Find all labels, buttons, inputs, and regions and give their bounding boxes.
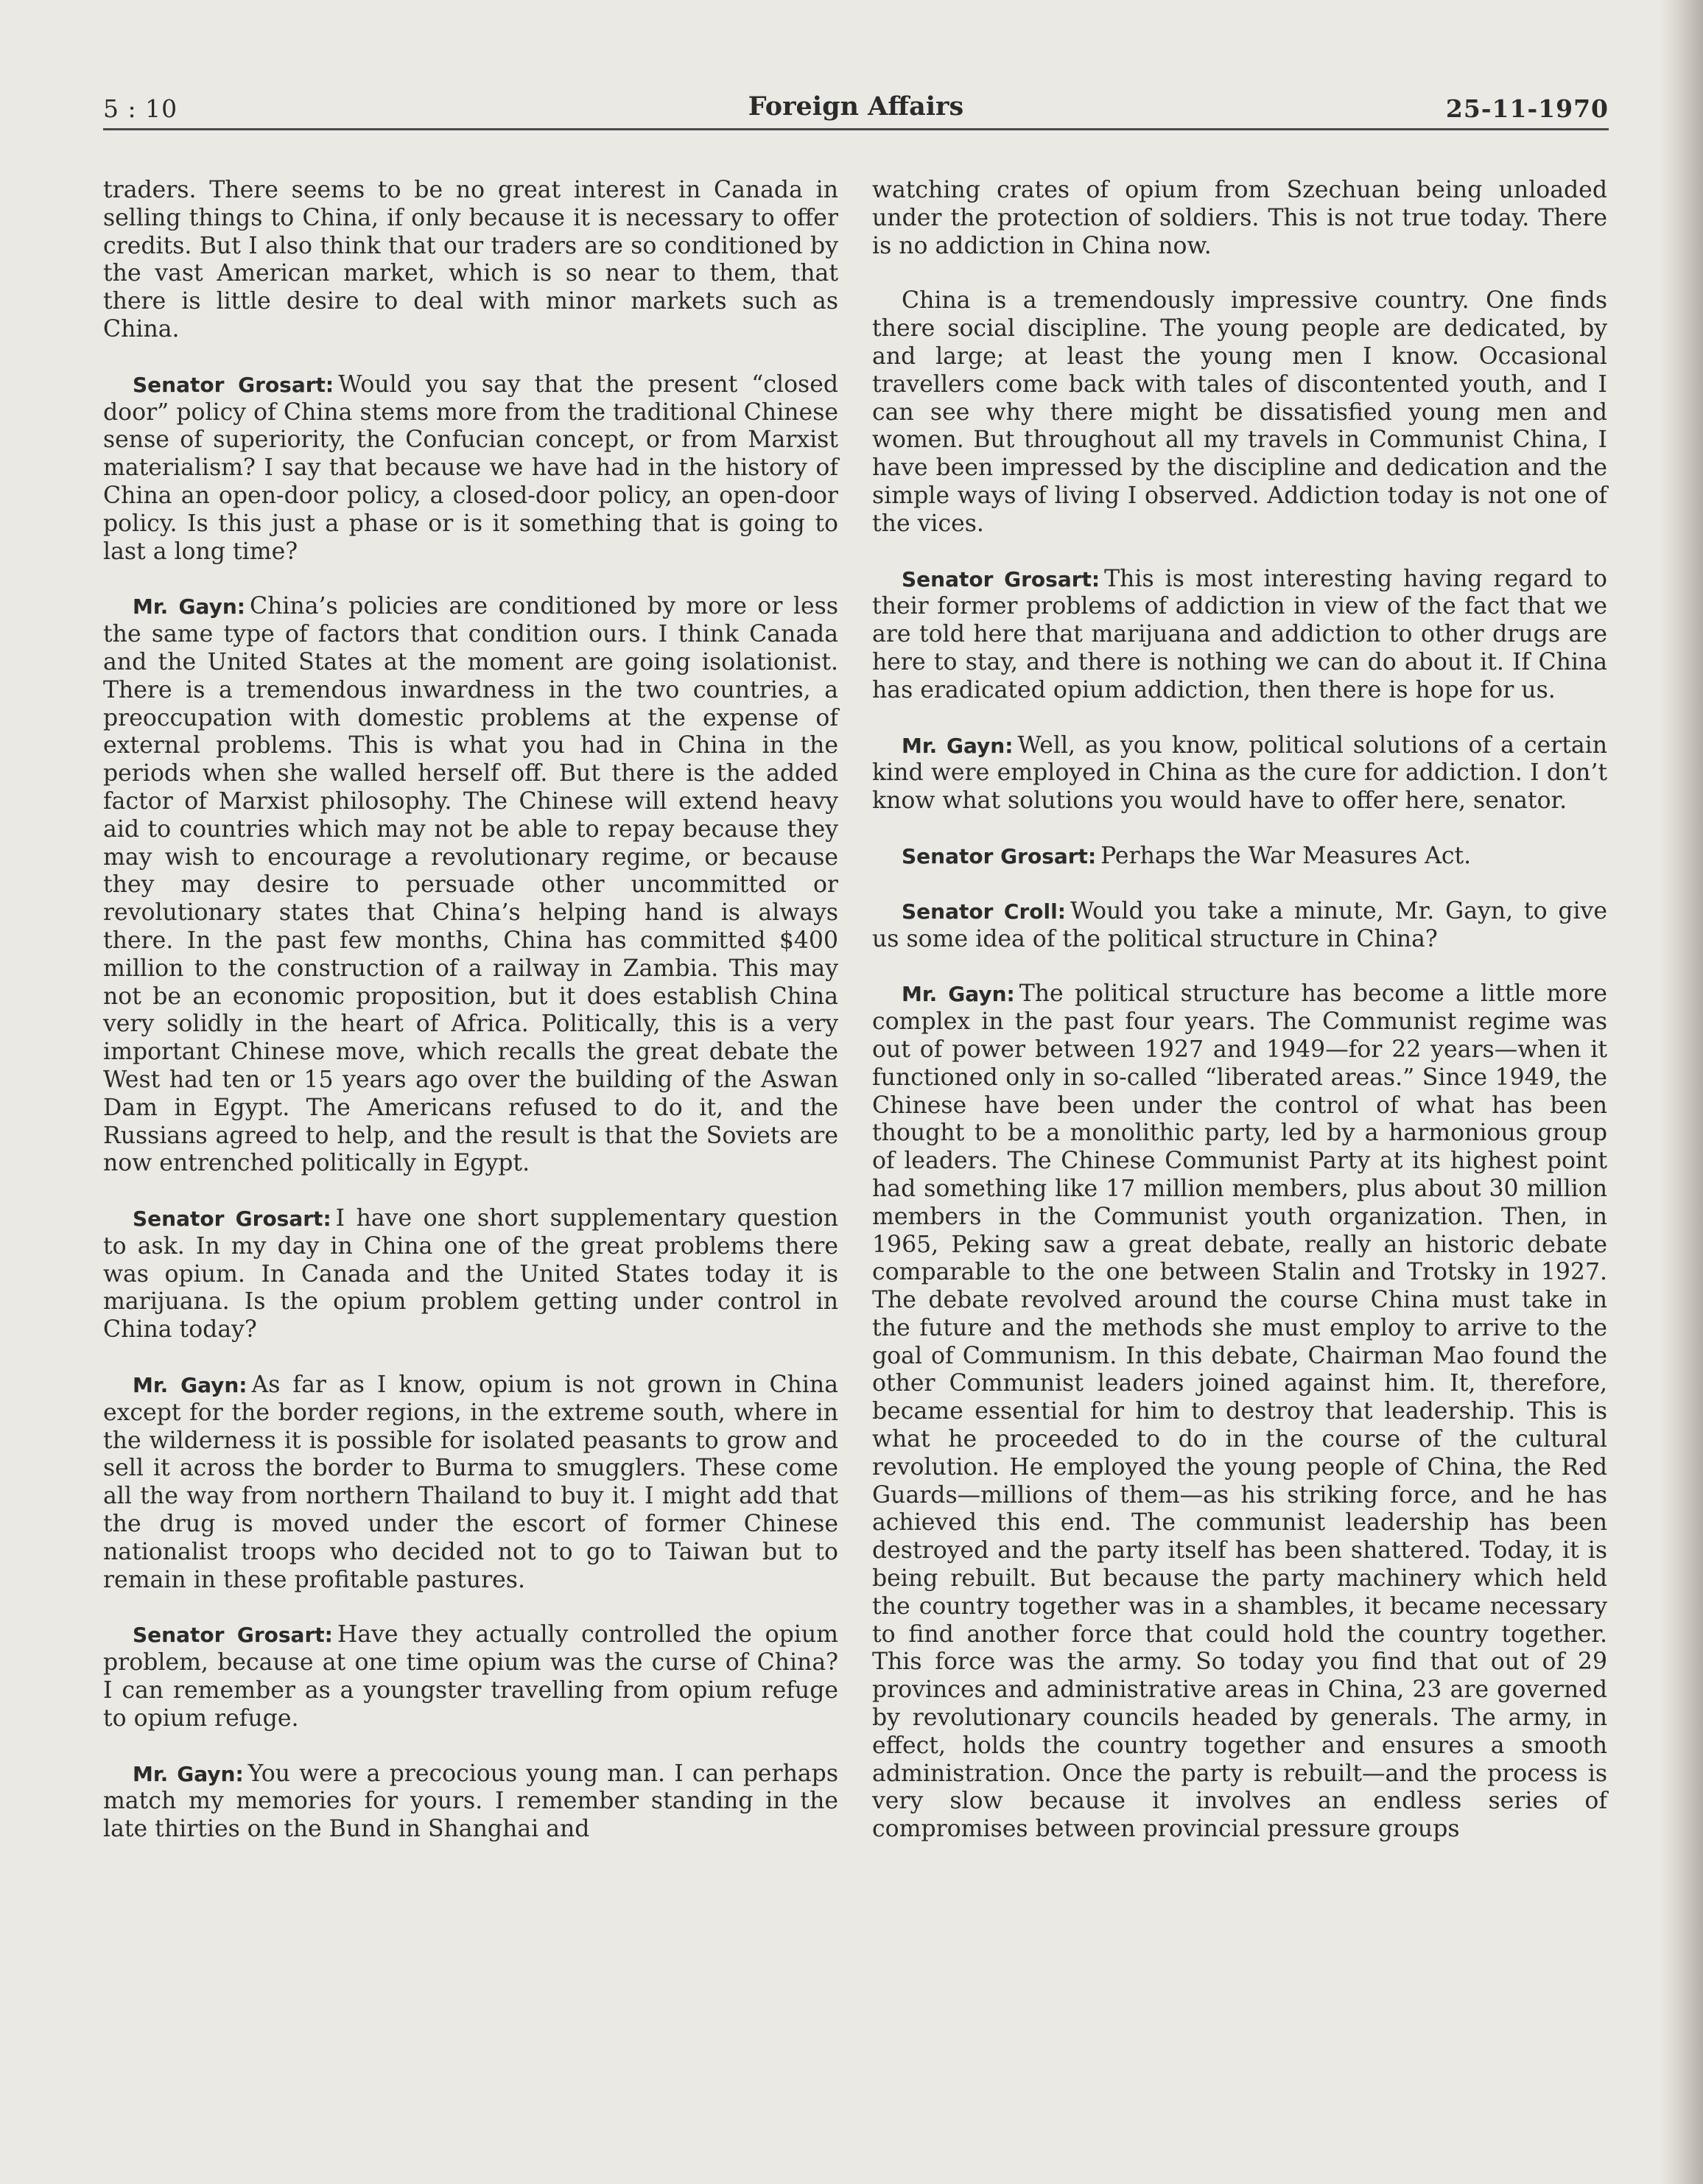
page-reference: 5 : 10 [103,94,178,123]
paragraph: Mr. Gayn: Well, as you know, political solutions of a certain kind were employed in China as the cure for addiction. I don’t know what solutions you would have to offer here, senator. [872,731,1607,815]
speaker-name: Senator Croll: [902,899,1066,924]
right-column [872,177,1607,1871]
speaker-name: Senator Grosart: [133,372,334,397]
paragraph: Senator Grosart: Perhaps the War Measures Act. [902,842,1472,869]
paragraph: Mr. Gayn: China’s policies are conditioned by more or less the same type of factors that condition ours. I think Canada and the United States at the moment are going isolationist. There is a tremendous inwardness in the two countries, a preoccupation with domestic problems at the expense of external problems. This is what you had in China in the periods when she walled herself off. But there is the added factor of Marxist philosophy. The Chinese will extend heavy aid to countries which may not be able to repay because they may wish to encourage a revolutionary regime, or because they may desire to persuade other uncommitted or revolutionary states that China’s helping hand is always there. In the past few months, China has committed $400 million to the construction of a railway in Zambia. This may not be an economic proposition, but it does establish China very solidly in the heart of Africa. Politically, this is a very important Chinese move, which recalls the great debate the West had ten or 15 years ago over the building of the Aswan Dam in Egypt. The Americans refused to do it, and the Russians agreed to help, and the result is that the Soviets are now entrenched politically in Egypt. [103,593,838,1177]
page-header [103,87,1609,130]
speaker-name: Senator Grosart: [902,843,1097,868]
paragraph: Senator Grosart: This is most interesting having regard to their former problems of addiction in view of the fact that we are told here that marijuana and addiction to other drugs are here to stay, and there is nothing we can do about it. If China has eradicated opium addiction, then there is hope for us. [872,565,1607,703]
issue-date: 25-11-1970 [1445,94,1609,123]
page-spine-shadow [1660,0,1703,2184]
left-column [103,177,838,1871]
paragraph: traders. There seems to be no great interest in Canada in selling things to China, if only because it is necessary to offer credits. But I also think that our traders are so conditioned by the vast American market, which is so near to them, that there is little desire to deal with minor markets such as China. [103,177,838,343]
speaker-name: Mr. Gayn: [902,982,1015,1007]
speaker-name: Mr. Gayn: [133,1761,244,1786]
paragraph: Mr. Gayn: As far as I know, opium is not grown in China except for the border regions, in the extreme south, where in the wilderness it is possible for isolated peasants to grow and sell it across the border to Burma to smugglers. These come all the way from northern Thailand to buy it. I might add that the drug is moved under the escort of former Chinese nationalist troops who decided not to go to Taiwan but to remain in these profitable pastures. [103,1372,838,1593]
speaker-name: Mr. Gayn: [133,1373,247,1398]
paragraph: Senator Grosart: Would you say that the present “closed door” policy of China stems more from the traditional Chinese sense of superiority, the Confucian concept, or from Marxist materialism? I say that because we have had in the history of China an open-door policy, a closed-door policy, an open-door policy. Is this just a phase or is it something that is going to last a long time? [103,371,838,565]
speaker-name: Mr. Gayn: [133,594,245,619]
header-rule [103,128,1609,130]
paragraph: Senator Grosart: Have they actually controlled the opium problem, because at one time opium was the curse of China? I can remember as a youngster travelling from opium refuge to opium refuge. [103,1621,838,1732]
speaker-name: Senator Grosart: [133,1623,333,1648]
paragraph: Mr. Gayn: The political structure has become a little more complex in the past four years. The Communist regime was out of power between 1927 and 1949—for 22 years—when it functioned only in so-called “liberated areas.” Since 1949, the Chinese have been under the control of what has been thought to be a monolithic party, led by a harmonious group of leaders. The Chinese Communist Party at its highest point had something like 17 million members, plus about 30 million members in the Communist youth organization. Then, in 1965, Peking saw a great debate, really an historic debate comparable to the one between Stalin and Trotsky in 1927. The debate revolved around the course China must take in the future and the methods she must employ to arrive to the goal of Communism. In this debate, Chairman Mao found the other Communist leaders joined against him. It, therefore, became essential for him to destroy that leadership. This is what he proceeded to do in the course of the cultural revolution. He employed the young people of China, the Red Guards—millions of them—as his striking force, and he has achieved this end. The communist leadership has been destroyed and the party itself has been shattered. Today, it is being rebuilt. But because the party machinery which held the country together was in a shambles, it became necessary to find another force that could hold the country together. This force was the army. So today you find that out of 29 provinces and administrative areas in China, 23 are governed by revolutionary councils headed by generals. The army, in effect, holds the country together and ensures a smooth administration. Once the party is rebuilt—and the process is very slow because it involves an endless series of compromises between provincial pressure groups [872,980,1607,1843]
speaker-name: Senator Grosart: [133,1207,331,1232]
paragraph: Senator Grosart: I have one short supplementary question to ask. In my day in China one of the great problems there was opium. In Canada and the United States today it is marijuana. Is the opium problem getting under control in China today? [103,1205,838,1344]
paragraph: Senator Croll: Would you take a minute, Mr. Gayn, to give us some idea of the political structure in China? [872,897,1607,952]
speaker-name: Mr. Gayn: [902,733,1014,758]
paragraph: China is a tremendously impressive country. One finds there social discipline. The young people are dedicated, by and large; at least the young men I know. Occasional travellers come back with tales of discontented youth, and I can see why there might be dissatisfied young men and women. But throughout all my travels in Communist China, I have been impressed by the discipline and dedication and the simple ways of living I observed. Addiction today is not one of the vices. [872,287,1607,537]
publication-title: Foreign Affairs [748,91,964,122]
speaker-name: Senator Grosart: [902,566,1100,591]
paragraph: watching crates of opium from Szechuan being unloaded under the protection of soldiers. This is not true today. There is no addiction in China now. [872,177,1607,259]
paragraph: Mr. Gayn: You were a precocious young man. I can perhaps match my memories for yours. I remember standing in the late thirties on the Bund in Shanghai and [103,1760,838,1843]
